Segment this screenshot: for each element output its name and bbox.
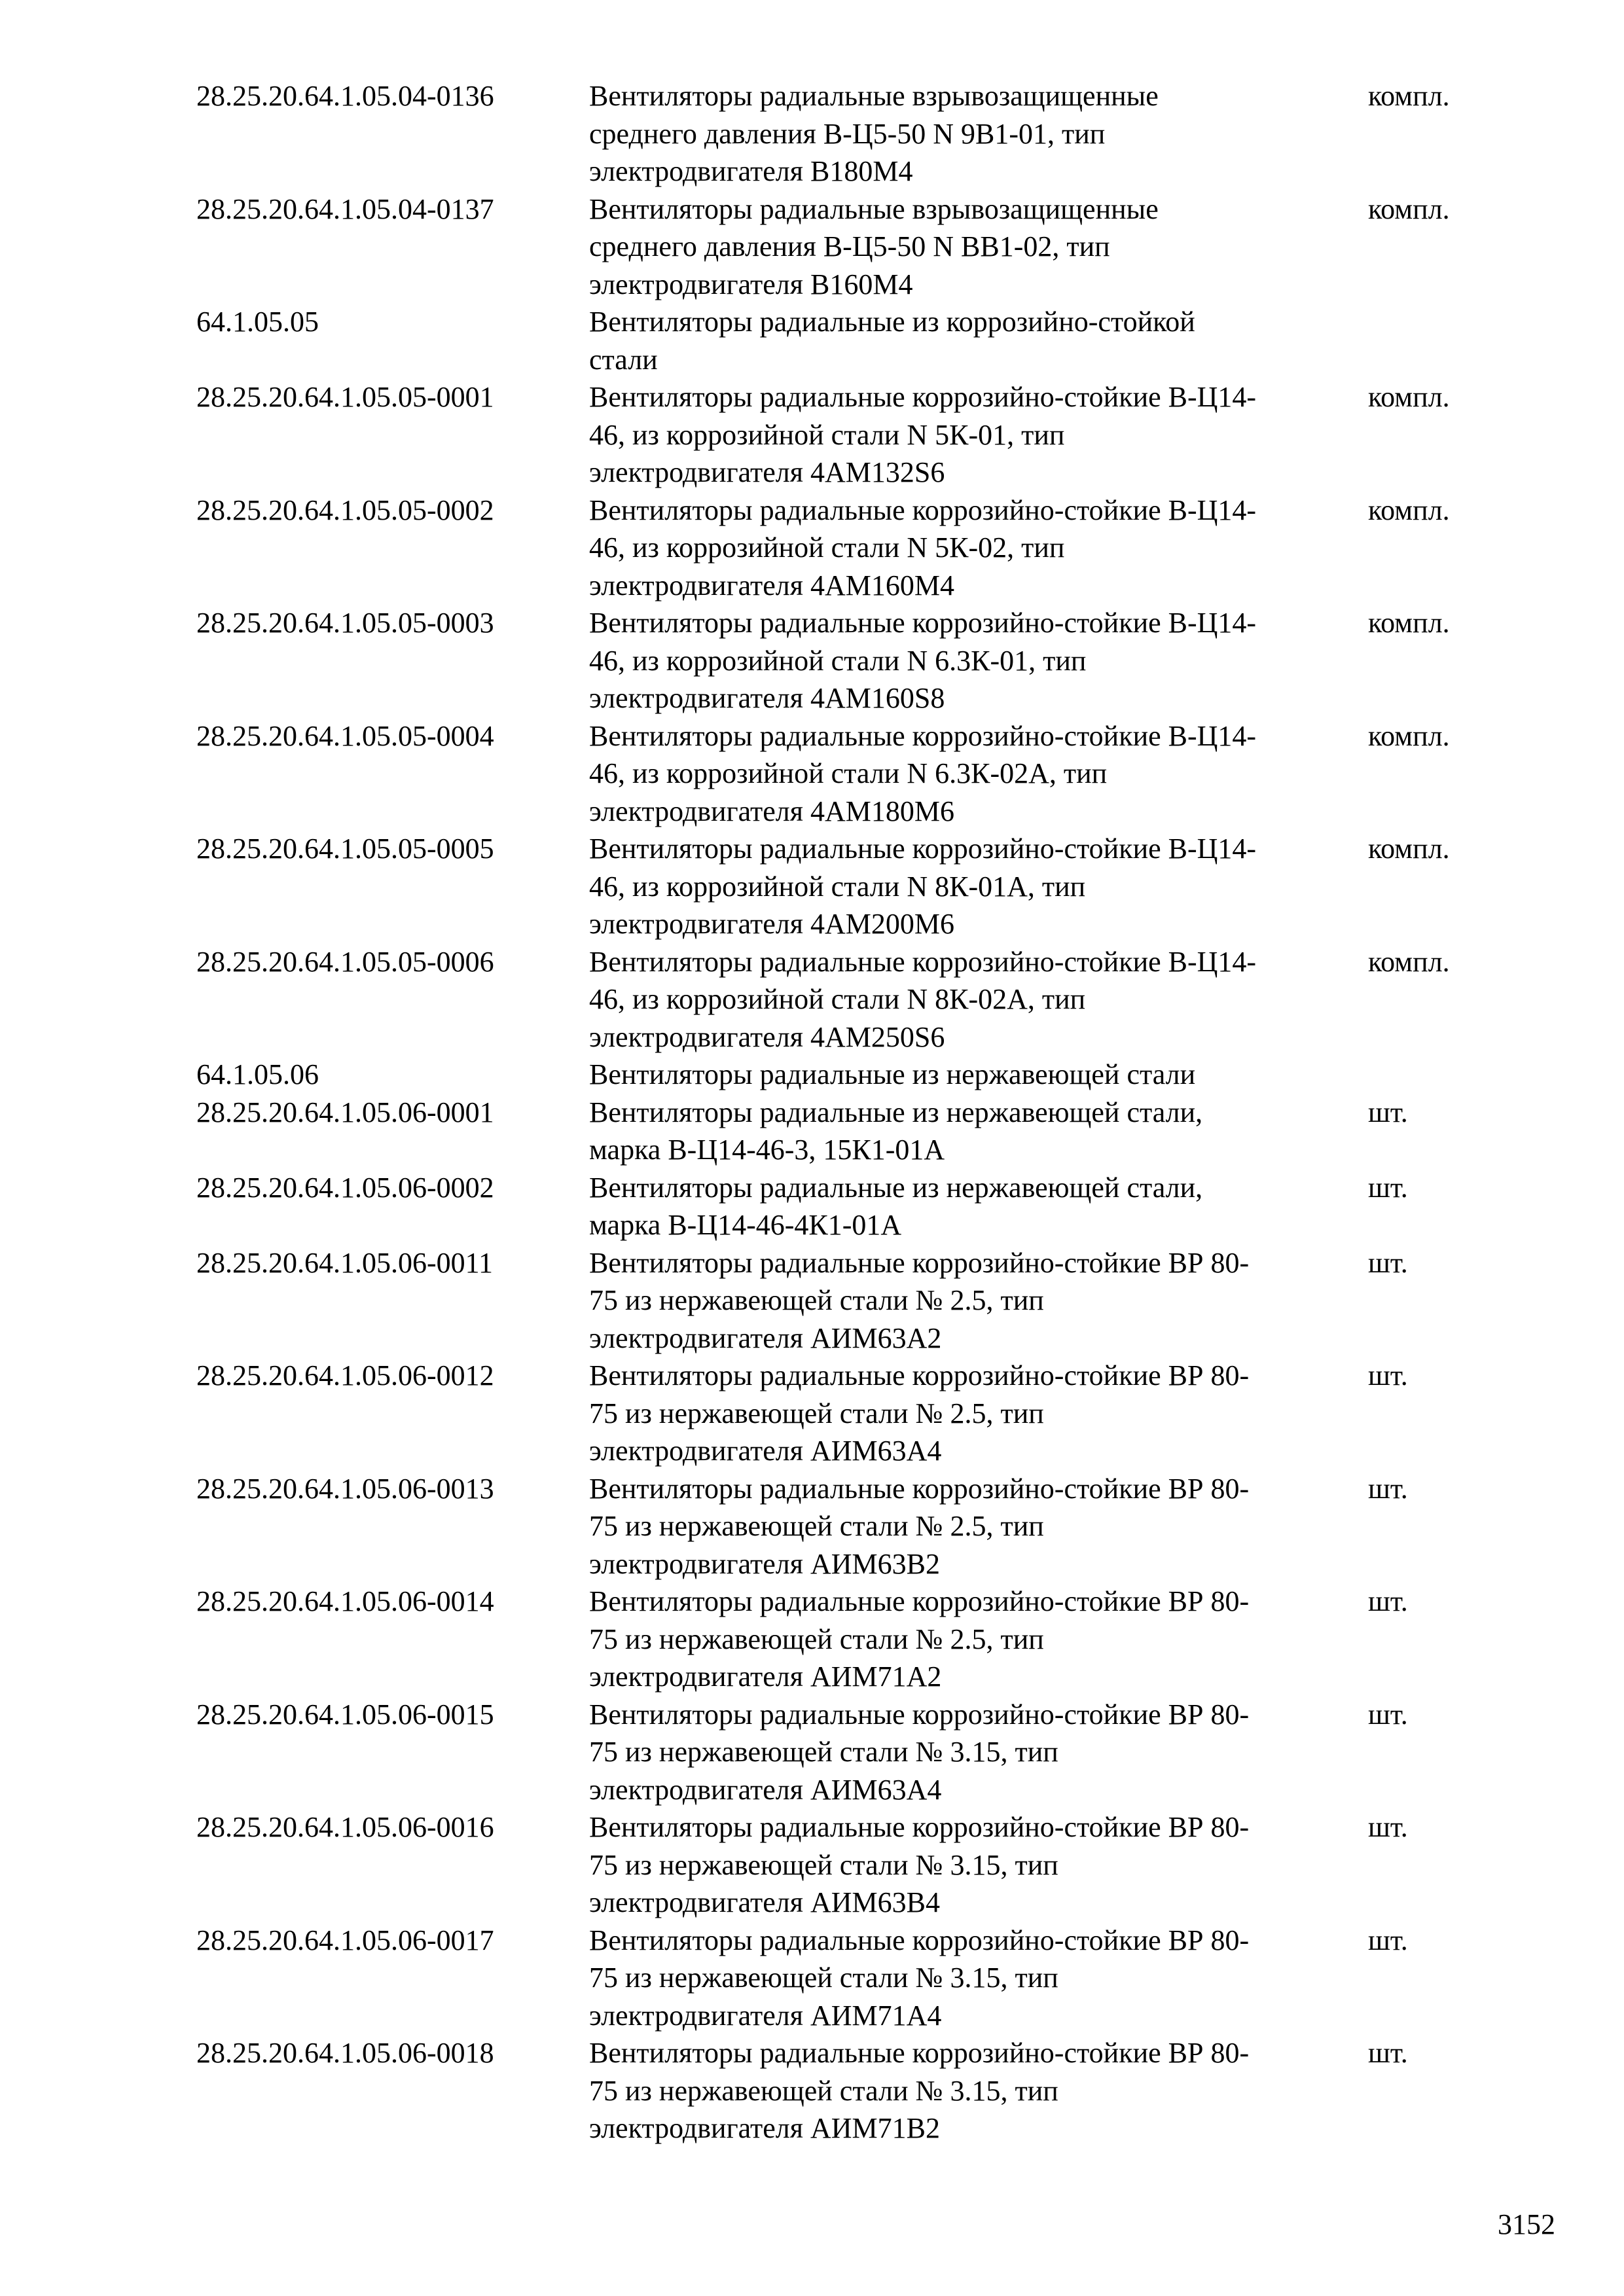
item-code: 28.25.20.64.1.05.05-0002 (196, 493, 494, 526)
item-code: 28.25.20.64.1.05.05-0004 (196, 719, 494, 752)
item-name: Вентиляторы радиальные коррозийно-стойкие ВР 80- 75 из нержавеющей стали № 3.15, тип электродвигателя АИМ71В2 (589, 2037, 1250, 2144)
item-unit: компл. (1368, 381, 1450, 413)
item-name: Вентиляторы радиальные коррозийно-стойкие В-Ц14- 46, из коррозийной стали N 8К-01А, тип электродвигателя 4АМ200М6 (589, 833, 1257, 940)
item-unit: шт. (1368, 1698, 1408, 1731)
item-unit: шт. (1368, 1811, 1408, 1843)
table-row (196, 1357, 1506, 1470)
price-list-table (196, 77, 1506, 2147)
item-code: 28.25.20.64.1.05.04-0136 (196, 80, 494, 112)
section-name: Вентиляторы радиальные из коррозийно-стойкой стали (589, 306, 1195, 376)
table-row (196, 2034, 1506, 2147)
item-unit: шт. (1368, 2037, 1408, 2069)
table-row (196, 492, 1506, 605)
table-row (196, 717, 1506, 831)
item-unit: компл. (1368, 833, 1450, 865)
table-row (196, 378, 1506, 492)
page-number: 3152 (1498, 2208, 1555, 2240)
item-name: Вентиляторы радиальные взрывозащищенные среднего давления В-Ц5-50 N 9В1-01, тип электродвигателя В180М4 (589, 80, 1159, 187)
item-name: Вентиляторы радиальные коррозийно-стойкие ВР 80- 75 из нержавеющей стали № 3.15, тип электродвигателя АИМ63В4 (589, 1811, 1250, 1918)
item-code: 28.25.20.64.1.05.05-0003 (196, 607, 494, 639)
item-code: 28.25.20.64.1.05.06-0002 (196, 1171, 494, 1204)
section-code: 64.1.05.06 (196, 1058, 319, 1090)
item-code: 28.25.20.64.1.05.06-0001 (196, 1096, 494, 1128)
item-code: 28.25.20.64.1.05.06-0011 (196, 1246, 494, 1279)
item-name: Вентиляторы радиальные коррозийно-стойкие ВР 80- 75 из нержавеющей стали № 3.15, тип электродвигателя АИМ71А4 (589, 1924, 1250, 2032)
item-name: Вентиляторы радиальные коррозийно-стойкие ВР 80- 75 из нержавеющей стали № 2.5, тип электродвигателя АИМ63А2 (589, 1246, 1250, 1354)
table-row (196, 604, 1506, 717)
table-row (196, 1094, 1506, 1169)
item-name: Вентиляторы радиальные коррозийно-стойкие ВР 80- 75 из нержавеющей стали № 2.5, тип электродвигателя АИМ63А4 (589, 1359, 1250, 1467)
item-unit: шт. (1368, 1924, 1408, 1956)
item-code: 28.25.20.64.1.05.06-0012 (196, 1359, 494, 1391)
table-row (196, 1808, 1506, 1922)
item-unit: шт. (1368, 1171, 1408, 1204)
item-code: 28.25.20.64.1.05.06-0015 (196, 1698, 494, 1731)
item-unit: шт. (1368, 1472, 1408, 1505)
table-row (196, 190, 1506, 304)
table-row (196, 1244, 1506, 1357)
item-code: 28.25.20.64.1.05.05-0001 (196, 381, 494, 413)
table-row (196, 1470, 1506, 1583)
table-row (196, 1169, 1506, 1244)
item-name: Вентиляторы радиальные коррозийно-стойкие В-Ц14- 46, из коррозийной стали N 6.3К-02А, тип электродвигателя 4АМ180М6 (589, 719, 1257, 827)
item-unit: компл. (1368, 719, 1450, 752)
item-unit: компл. (1368, 493, 1450, 526)
item-name: Вентиляторы радиальные коррозийно-стойкие В-Ц14- 46, из коррозийной стали N 5К-01, тип электродвигателя 4АМ132S6 (589, 381, 1257, 488)
table-row (196, 1696, 1506, 1809)
item-unit: шт. (1368, 1096, 1408, 1128)
item-unit: компл. (1368, 192, 1450, 225)
item-unit: компл. (1368, 80, 1450, 112)
item-unit: компл. (1368, 607, 1450, 639)
item-name: Вентиляторы радиальные коррозийно-стойкие ВР 80- 75 из нержавеющей стали № 2.5, тип электродвигателя АИМ71А2 (589, 1585, 1250, 1693)
item-unit: компл. (1368, 945, 1450, 978)
item-name: Вентиляторы радиальные коррозийно-стойкие В-Ц14- 46, из коррозийной стали N 8К-02А, тип электродвигателя 4АМ250S6 (589, 945, 1257, 1053)
item-name: Вентиляторы радиальные из нержавеющей стали, марка В-Ц14-46-3, 15К1-01А (589, 1096, 1203, 1166)
item-name: Вентиляторы радиальные коррозийно-стойкие В-Ц14- 46, из коррозийной стали N 5К-02, тип электродвигателя 4АМ160М4 (589, 493, 1257, 601)
section-code: 64.1.05.05 (196, 306, 319, 338)
item-unit: шт. (1368, 1585, 1408, 1617)
item-code: 28.25.20.64.1.05.06-0018 (196, 2037, 494, 2069)
item-code: 28.25.20.64.1.05.06-0016 (196, 1811, 494, 1843)
table-row (196, 1922, 1506, 2035)
item-code: 28.25.20.64.1.05.04-0137 (196, 192, 494, 225)
item-unit: шт. (1368, 1359, 1408, 1391)
item-name: Вентиляторы радиальные коррозийно-стойкие ВР 80- 75 из нержавеющей стали № 3.15, тип электродвигателя АИМ63А4 (589, 1698, 1250, 1806)
item-code: 28.25.20.64.1.05.06-0013 (196, 1472, 494, 1505)
section-name: Вентиляторы радиальные из нержавеющей стали (589, 1058, 1196, 1090)
item-unit: шт. (1368, 1246, 1408, 1279)
section-header-row (196, 1056, 1506, 1094)
item-code: 28.25.20.64.1.05.05-0005 (196, 833, 494, 865)
table-row (196, 1583, 1506, 1696)
table-row (196, 77, 1506, 190)
table-row (196, 830, 1506, 943)
item-code: 28.25.20.64.1.05.06-0017 (196, 1924, 494, 1956)
item-name: Вентиляторы радиальные коррозийно-стойкие ВР 80- 75 из нержавеющей стали № 2.5, тип электродвигателя АИМ63В2 (589, 1472, 1250, 1580)
item-name: Вентиляторы радиальные коррозийно-стойкие В-Ц14- 46, из коррозийной стали N 6.3К-01, тип электродвигателя 4АМ160S8 (589, 607, 1257, 714)
item-code: 28.25.20.64.1.05.06-0014 (196, 1585, 494, 1617)
section-header-row (196, 303, 1506, 378)
item-name: Вентиляторы радиальные взрывозащищенные среднего давления В-Ц5-50 N ВВ1-02, тип электродвигателя В160М4 (589, 192, 1159, 300)
table-row (196, 943, 1506, 1056)
item-code: 28.25.20.64.1.05.05-0006 (196, 945, 494, 978)
item-name: Вентиляторы радиальные из нержавеющей стали, марка В-Ц14-46-4К1-01А (589, 1171, 1203, 1241)
